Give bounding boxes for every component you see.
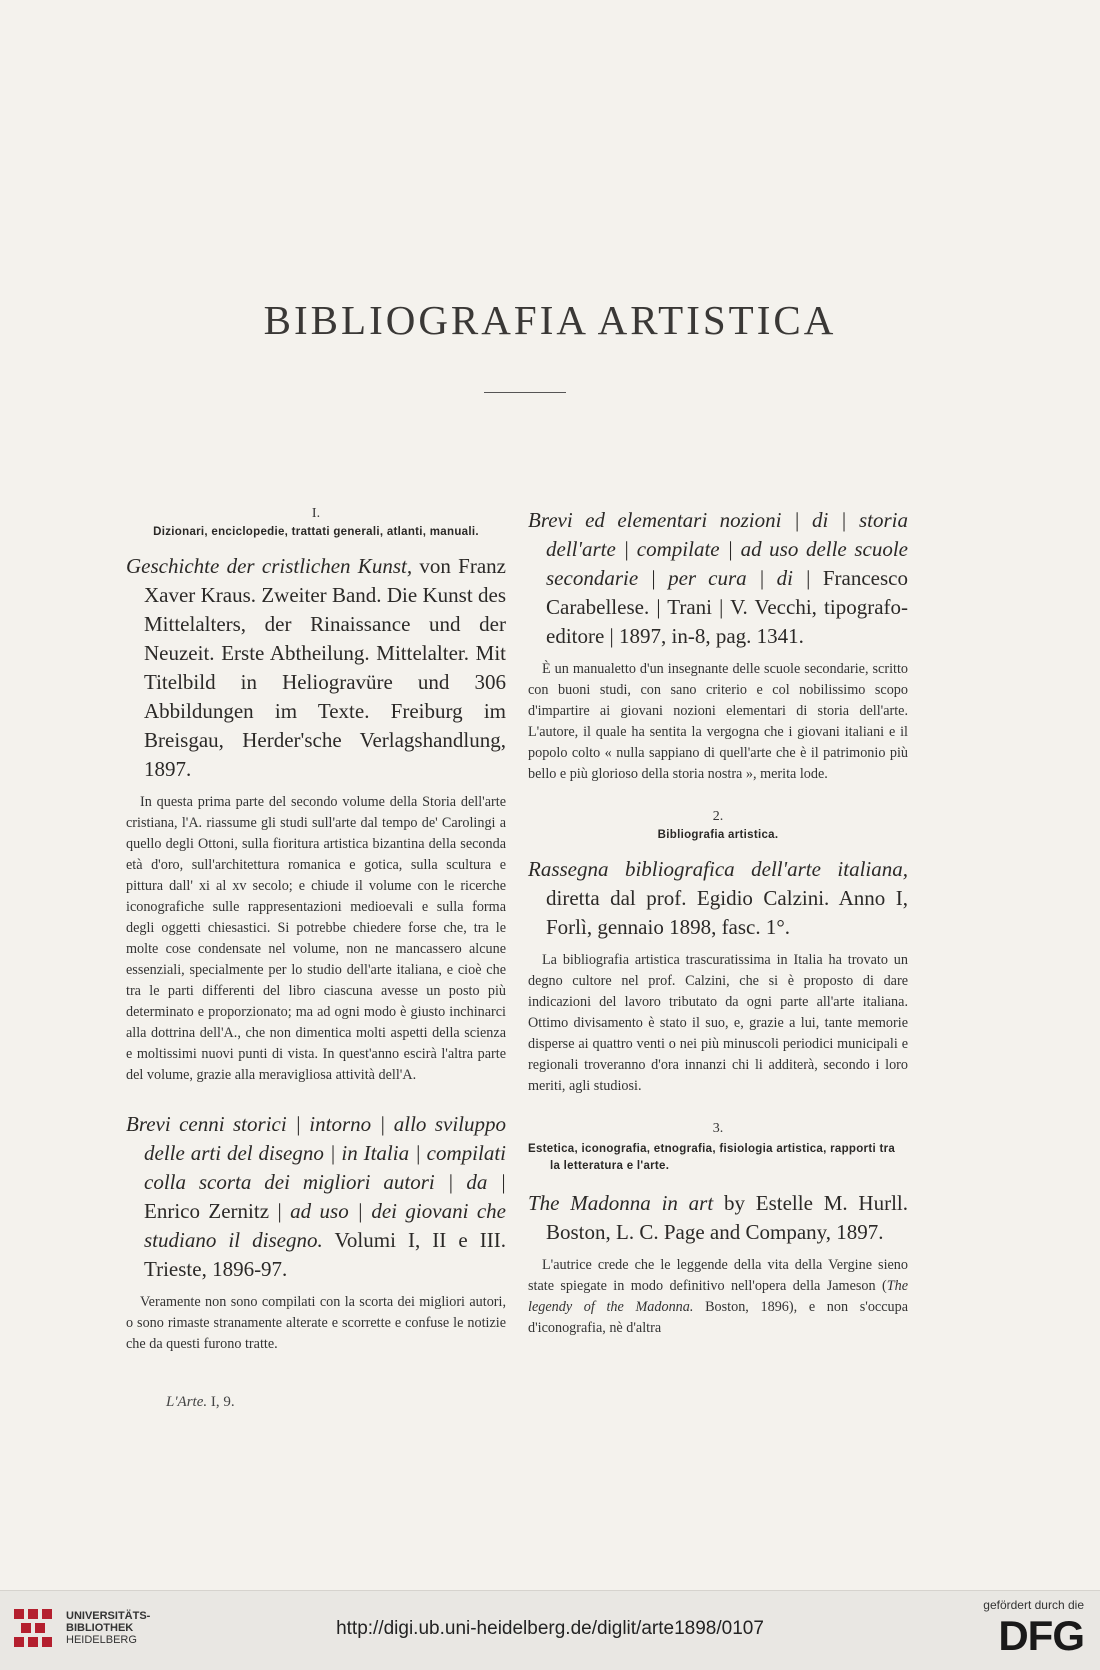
entry-review: La bibliografia artistica trascuratissima in Italia ha trovato un degno cultore nel prof. Calzini, che si è proposto di dare indicazioni del lavoro tributato da ogni parte all'arte italiana. Ottimo divisamento è stato il suo, e, grazie a lui, tante memorie disperse ai quattro venti o nei più minuscoli periodici municipali e regionali troveranno d'ora innanzi chi li additerà, secondo i loro meriti, agli studiosi. [528, 952, 908, 1094]
section-number: 3. [712, 1121, 724, 1136]
review-text: Boston, 1896), e non s'occupa d'iconografia, nè d'altra [528, 1299, 908, 1336]
page-title: BIBLIOGRAFIA ARTISTICA [263, 297, 837, 343]
entry-title-cont: ad uso | dei giovani che studiano il disegno. [144, 1199, 506, 1252]
entry-title: Brevi ed elementari nozioni | di | storia dell'arte | compilate | ad uso delle scuole secondarie | per cura | di | [528, 508, 908, 590]
entry-details: von Franz Xaver Kraus. Zweiter Band. Die Kunst des Mittelalters, der Rinaissance und der Neuzeit. Erste Abtheilung. Mittelalter. Mit Titelbild in Heliogravüre und 306 Abbildungen im Texte. Freiburg im Breisgau, Herder'sche Verlagshandlung, 1897. [144, 554, 506, 781]
journal-name: L'Arte. [166, 1394, 208, 1410]
library-name-line: UNIVERSITÄTS- [66, 1610, 151, 1622]
entry-review: Veramente non sono compilati con la scorta dei migliori autori, o sono rimaste stranamente alterate e scorrette e confuse le notizie che da questi furono tratte. [126, 1294, 506, 1352]
bibliography-entry [528, 506, 908, 651]
entry-title: The Madonna in art [528, 1191, 714, 1215]
entry-review: È un manualetto d'un insegnante delle scuole secondarie, scritto con buoni studi, con sano criterio e col nobilissimo scopo d'impartire ai giovani nozioni elementari di storia dell'arte. L'autore, il quale ha sentita la vergogna che i giovani italiani e il popolo colto « nulla sappiano di quell'arte che è il patrimonio più bello e più glorioso della storia nostra », merita lode. [528, 661, 908, 782]
entry-review: In questa prima parte del secondo volume della Storia dell'arte cristiana, l'A. riassume gli studi sull'arte dal tempo de' Carolingi a quello degli Ottoni, sulla fioritura artistica bizantina della seconda età d'oro, sull'architettura romanica e gotica, sulla scultura e pittura dall' xi al xv secolo; e chiude il volume con le ricerche iconografiche sulle rappresentazioni medioevali e sulla forma degli oggetti chiesastici. Si potrebbe chiedere forse che, tra le molte cose condensate nel volume, non ne mancassero alcune essenziali, specialmente per lo studio dell'arte italiana, e cioè che tra le parti differenti del libro ciascuna avesse un posto più determinato e proporzionato; ma ad ogni modo è giusto inchinarci alla dottrina dell'A., che non dimentica molti aspetti della scienza e moltissimi nuovi punti di vista. In quest'anno escirà l'altra parte del volume, grazie alla meravigliosa attività dell'A. [126, 794, 506, 1083]
section-heading: Dizionari, enciclopedie, trattati generali, atlanti, manuali. [153, 526, 479, 538]
section-heading: Estetica, iconografia, etnografia, fisiologia artistica, rapporti tra la letteratura e l'arte. [528, 1143, 896, 1172]
library-name-line: BIBLIOTHEK [66, 1622, 134, 1634]
right-column [528, 506, 908, 1363]
entry-details: diretta dal prof. Egidio Calzini. Anno I, Forlì, gennaio 1898, fasc. 1°. [546, 886, 908, 939]
bibliography-entry [528, 1189, 908, 1247]
section-number: I. [311, 506, 321, 521]
entry-author: Enrico Zernitz | [144, 1199, 291, 1223]
entry-review [528, 1255, 908, 1339]
title-divider [484, 392, 566, 393]
permalink-url[interactable]: http://digi.ub.uni-heidelberg.de/diglit/arte1898/0107 [336, 1618, 764, 1639]
bibliography-entry [528, 855, 908, 942]
entry-details: Francesco Carabellese. | Trani | V. Vecchi, tipografo-editore | 1897, in-8, pag. 1341. [546, 566, 908, 648]
library-name-line: HEIDELBERG [66, 1634, 137, 1646]
entry-details: Volumi I, II e III. Trieste, 1896-97. [144, 1228, 506, 1281]
bibliography-entry [126, 1110, 506, 1284]
entry-title: Geschichte der cristlichen Kunst, [126, 554, 413, 578]
section-number: 2. [712, 809, 724, 824]
sponsor-text: gefördert durch die [983, 1598, 1084, 1612]
entry-title: Brevi cenni storici | intorno | allo sviluppo delle arti del disegno | in Italia | compilati colla scorta dei migliori autori | da | [126, 1112, 506, 1194]
review-cited-title: The legendy of the Madonna. [528, 1278, 908, 1315]
section-heading: Bibliografia artistica. [657, 829, 779, 841]
entry-details: by Estelle M. Hurll. Boston, L. C. Page and Company, 1897. [546, 1191, 908, 1244]
bibliography-entry [126, 552, 506, 784]
entry-title: Rassegna bibliografica dell'arte italiana, [528, 857, 908, 881]
page-reference [166, 1394, 235, 1411]
volume-page: I, 9. [207, 1394, 235, 1410]
sponsor-block[interactable] [974, 1598, 1084, 1658]
left-column [126, 506, 506, 1379]
dfg-logo: DFG [998, 1612, 1084, 1659]
review-text: L'autrice crede che le leggende della vita della Vergine sieno state spiegate in modo definitivo nell'opera della Jameson ( [528, 1257, 908, 1294]
